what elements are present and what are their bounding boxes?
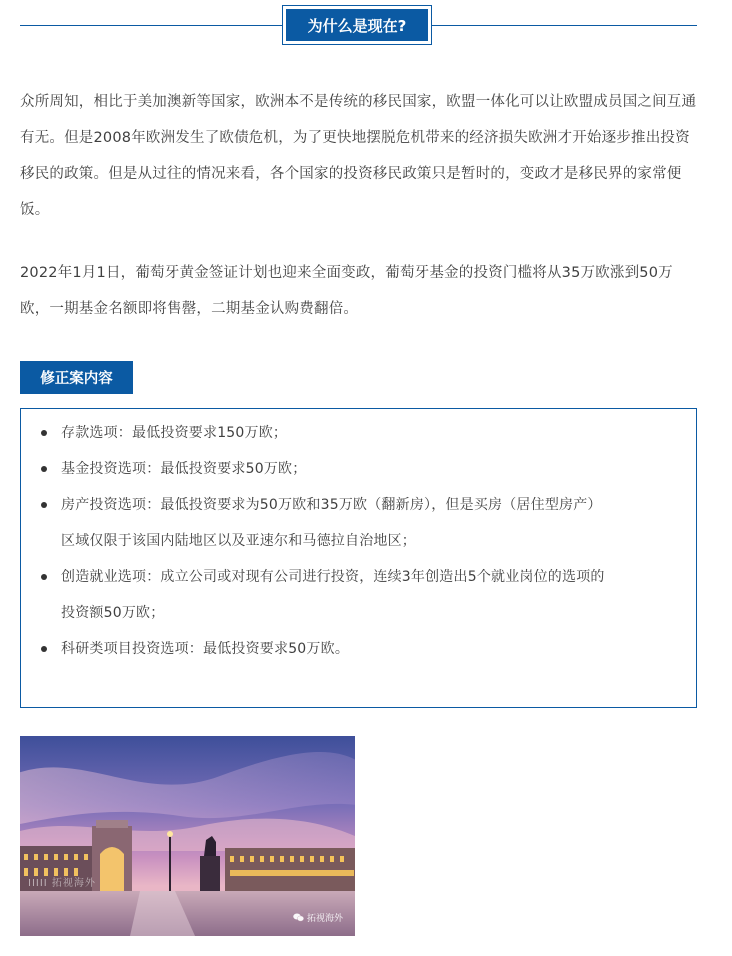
wechat-icon xyxy=(293,913,304,922)
heading-badge xyxy=(282,5,432,45)
bullet-icon xyxy=(41,646,47,652)
section-heading xyxy=(20,5,697,45)
list-item-text: 存款选项：最低投资要求150万欧； xyxy=(61,425,288,441)
photo-logo: IIIII 拓视海外 xyxy=(28,878,96,889)
list-item xyxy=(61,451,606,487)
bullet-icon xyxy=(41,574,47,580)
bullet-icon xyxy=(41,466,47,472)
amendment-list xyxy=(61,415,606,667)
list-item xyxy=(61,415,606,451)
list-item xyxy=(61,559,606,631)
photo-illustration xyxy=(20,736,355,936)
policy-change-paragraph: 2022年1月1日，葡萄牙黄金签证计划也迎来全面变政，葡萄牙基金的投资门槛将从35万欧涨到50万欧，一期基金名额即将售罄，二期基金认购费翻倍。 xyxy=(20,265,673,317)
list-item xyxy=(61,631,606,667)
heading-title: 为什么是现在? xyxy=(286,9,428,41)
list-item-text: 创造就业选项：成立公司或对现有公司进行投资，连续3年创造出5个就业岗位的选项的投资额50万欧； xyxy=(61,569,605,621)
bullet-icon xyxy=(41,430,47,436)
watermark-text: 拓视海外 xyxy=(306,914,343,924)
amendment-list-box xyxy=(20,408,697,708)
lisbon-square-photo xyxy=(20,736,355,936)
list-item xyxy=(61,487,606,559)
list-item-text: 科研类项目投资选项：最低投资要求50万欧。 xyxy=(61,641,350,657)
bullet-icon xyxy=(41,502,47,508)
photo-watermark xyxy=(293,911,343,924)
amendment-heading: 修正案内容 xyxy=(20,361,133,394)
list-item-text: 房产投资选项：最低投资要求为50万欧和35万欧（翻新房），但是买房（居住型房产）区域仅限于该国内陆地区以及亚速尔和马德拉自治地区； xyxy=(61,497,602,549)
list-item-text: 基金投资选项：最低投资要求50万欧； xyxy=(61,461,307,477)
intro-paragraph: 众所周知，相比于美加澳新等国家，欧洲本不是传统的移民国家，欧盟一体化可以让欧盟成员国之间互通有无。但是2008年欧洲发生了欧债危机，为了更快地摆脱危机带来的经济损失欧洲才开始逐步推出投资移民的政策。但是从过往的情况来看，各个国家的投资移民政策只是暂时的，变政才是移民界的家常便饭。 xyxy=(20,94,697,218)
